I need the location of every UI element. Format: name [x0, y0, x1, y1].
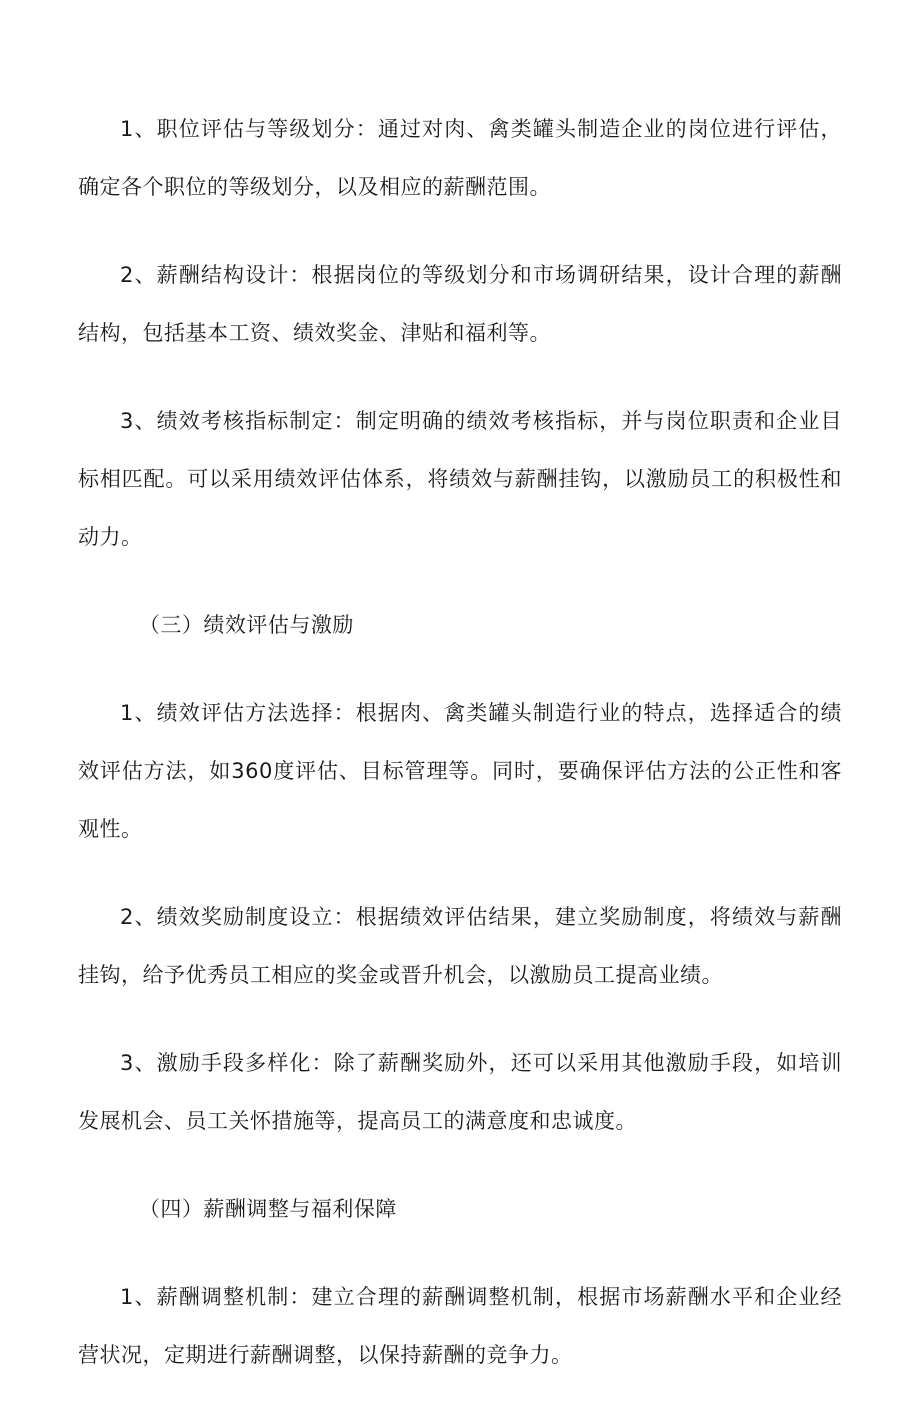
paragraph: 3、绩效考核指标制定：制定明确的绩效考核指标，并与岗位职责和企业目标相匹配。可以采用绩效评估体系，将绩效与薪酬挂钩，以激励员工的积极性和动力。 [78, 409, 842, 549]
paragraph: 3、激励手段多样化：除了薪酬奖励外，还可以采用其他激励手段，如培训发展机会、员工关怀措施等，提高员工的满意度和忠诚度。 [78, 1051, 842, 1133]
paragraph: 1、职位评估与等级划分：通过对肉、禽类罐头制造企业的岗位进行评估，确定各个职位的等级划分，以及相应的薪酬范围。 [78, 117, 842, 199]
paragraph: 2、薪酬结构设计：根据岗位的等级划分和市场调研结果，设计合理的薪酬结构，包括基本工资、绩效奖金、津贴和福利等。 [78, 263, 842, 345]
paragraph: 1、绩效评估方法选择：根据肉、禽类罐头制造行业的特点，选择适合的绩效评估方法，如360度评估、目标管理等。同时，要确保评估方法的公正性和客观性。 [78, 701, 842, 841]
document-body [78, 100, 842, 1414]
paragraph: 1、薪酬调整机制：建立合理的薪酬调整机制，根据市场薪酬水平和企业经营状况，定期进行薪酬调整，以保持薪酬的竞争力。 [78, 1285, 842, 1367]
paragraph: 2、绩效奖励制度设立：根据绩效评估结果，建立奖励制度，将绩效与薪酬挂钩，给予优秀员工相应的奖金或晋升机会，以激励员工提高业绩。 [78, 905, 842, 987]
section-heading: （三）绩效评估与激励 [138, 613, 354, 637]
section-heading: （四）薪酬调整与福利保障 [138, 1197, 397, 1221]
